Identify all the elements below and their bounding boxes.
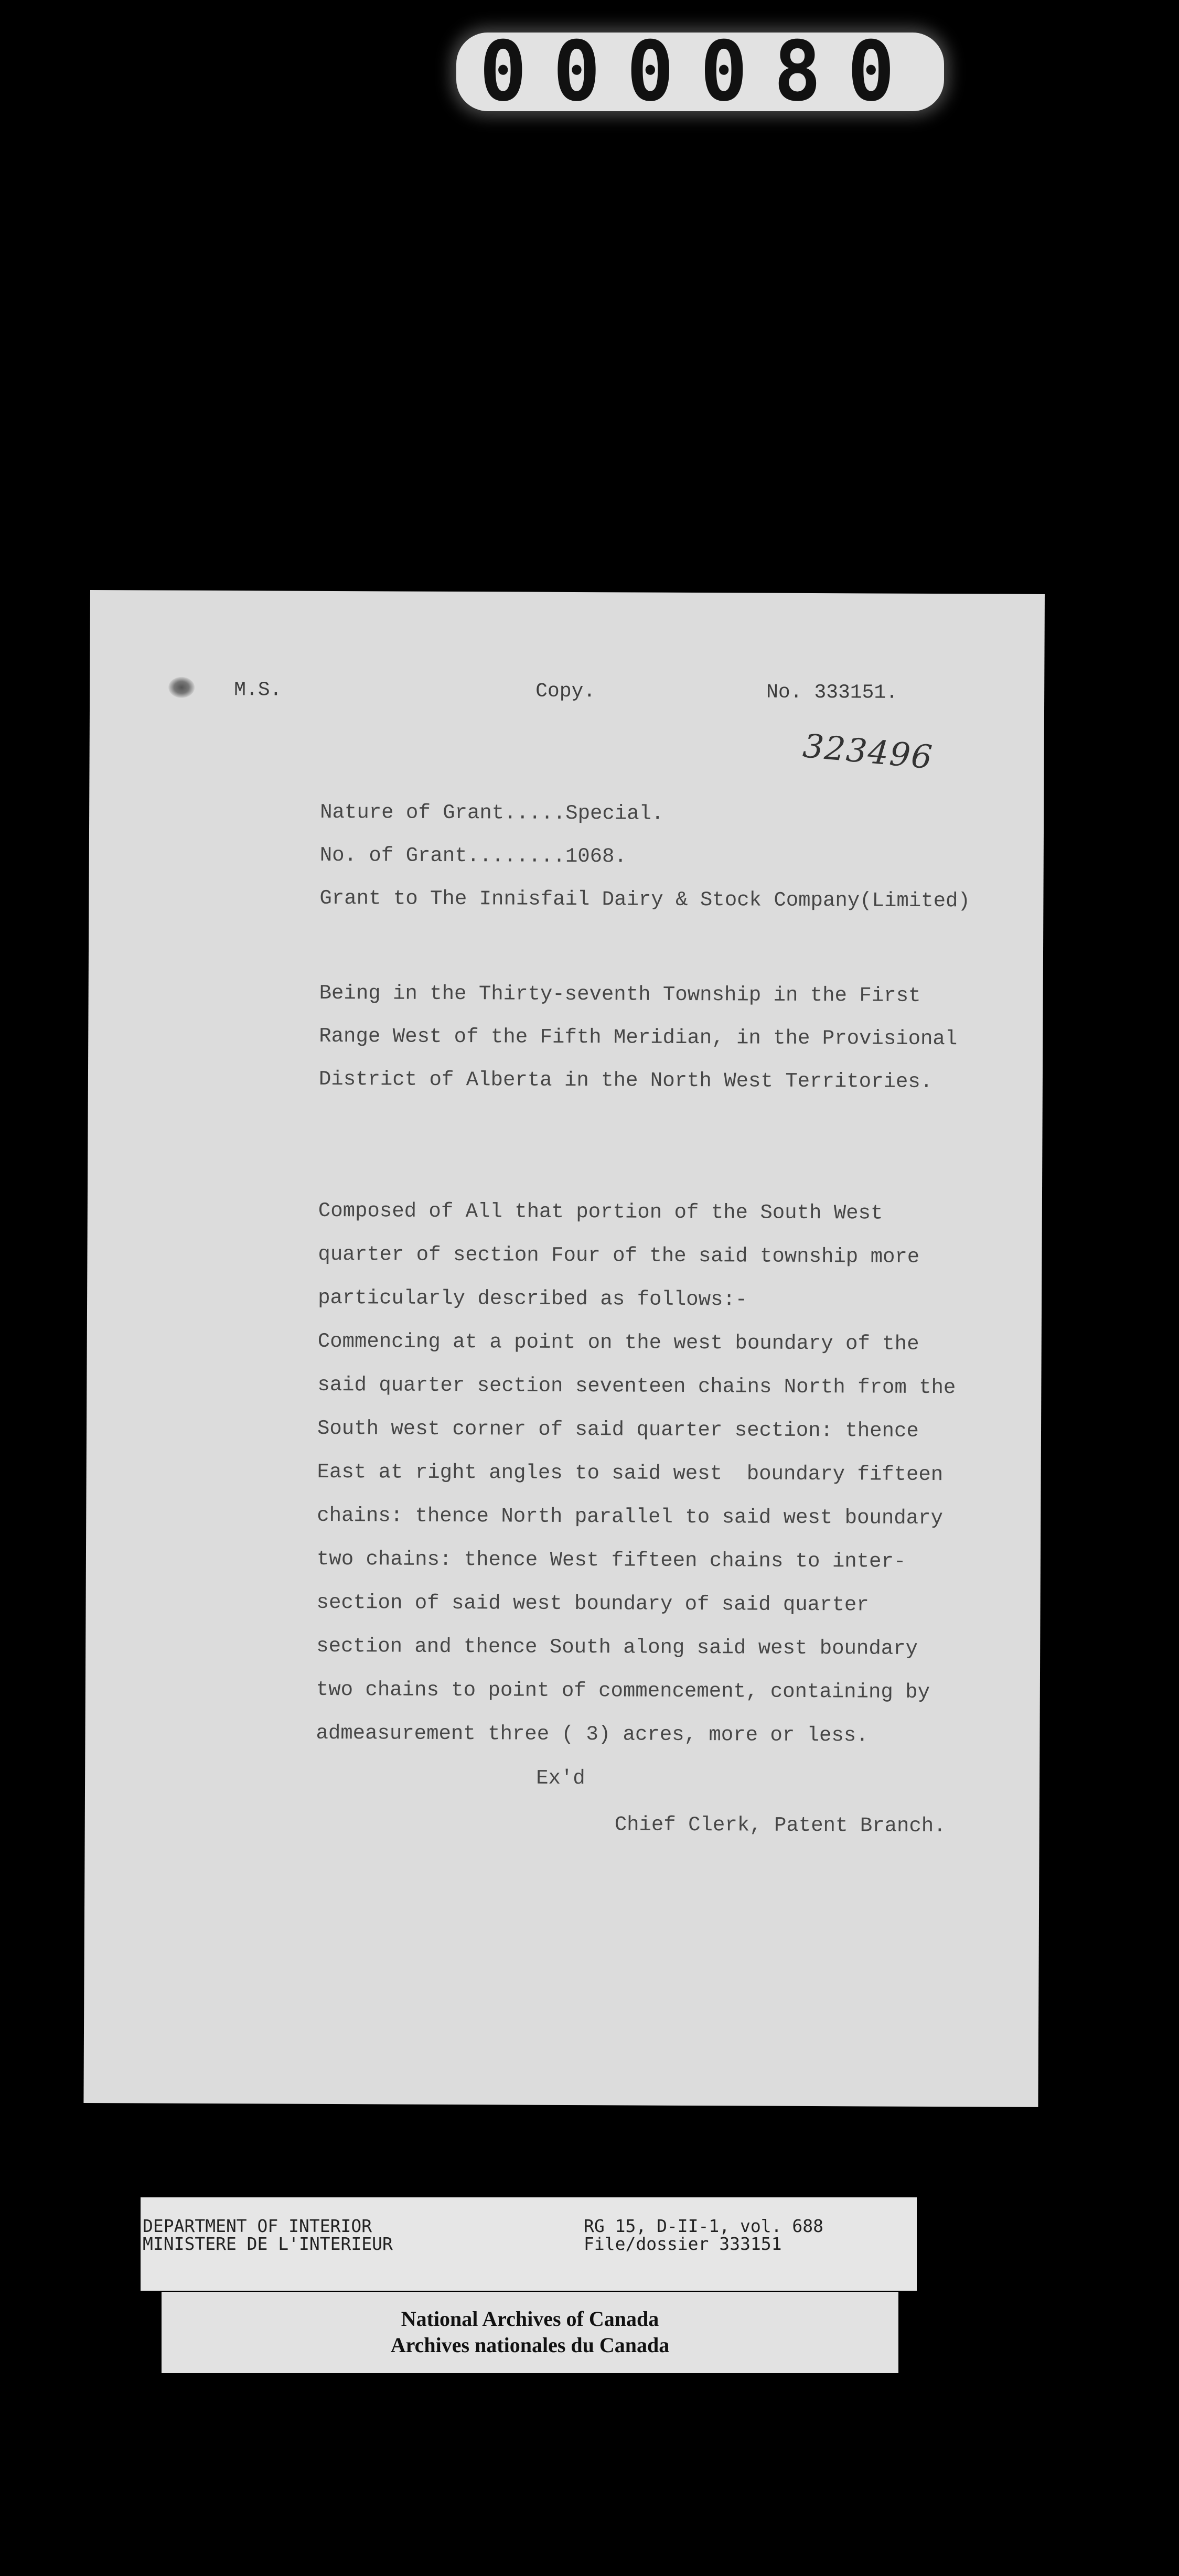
- examined-mark: Ex'd: [536, 1766, 585, 1790]
- frame-number: 000080: [479, 24, 921, 120]
- archive-reference: [584, 2217, 823, 2253]
- ink-mark: [168, 677, 195, 698]
- frame-number-strip: [456, 24, 944, 120]
- department-name: [143, 2217, 393, 2253]
- location-line: Range West of the Fifth Meridian, in the Provisional: [319, 1024, 958, 1051]
- signature-line: Chief Clerk, Patent Branch.: [614, 1813, 946, 1838]
- handwritten-number: 323496: [801, 726, 935, 777]
- header-copy: Copy.: [535, 680, 596, 703]
- grant-nature: Nature of Grant.....Special.: [320, 800, 664, 825]
- description-line: section and thence South along said west boundary: [316, 1634, 918, 1660]
- description-line: East at right angles to said west boundary fifteen: [317, 1460, 944, 1487]
- location-line: Being in the Thirty-seventh Township in the First: [319, 981, 921, 1007]
- description-line: South west corner of said quarter section: thence: [317, 1416, 919, 1443]
- description-line: said quarter section seventeen chains North from the: [317, 1373, 956, 1400]
- record-group-ref: RG 15, D-II-1, vol. 688: [584, 2216, 823, 2236]
- archives-name-en: National Archives of Canada: [401, 2307, 659, 2331]
- file-dossier-ref: File/dossier 333151: [584, 2234, 782, 2254]
- description-line: chains: thence North parallel to said west boundary: [317, 1504, 943, 1530]
- document-page: [83, 590, 1045, 2107]
- department-label: [141, 2197, 917, 2291]
- description-line: admeasurement three ( 3) acres, more or less.: [316, 1721, 869, 1747]
- description-line: Composed of All that portion of the South West: [318, 1199, 883, 1225]
- description-line: two chains: thence West fifteen chains to inter-: [316, 1547, 906, 1573]
- header-file-number: No. 333151.: [766, 681, 898, 704]
- description-line: two chains to point of commencement, containing by: [316, 1678, 930, 1704]
- department-name-en: DEPARTMENT OF INTERIOR: [143, 2216, 372, 2236]
- description-line: Commencing at a point on the west boundary of the: [317, 1329, 919, 1356]
- archives-label: [162, 2292, 898, 2373]
- description-line: particularly described as follows:-: [318, 1286, 748, 1312]
- department-name-fr: MINISTERE DE L'INTERIEUR: [143, 2234, 393, 2254]
- description-line: section of said west boundary of said quarter: [316, 1591, 869, 1617]
- grant-number: No. of Grant........1068.: [319, 843, 627, 868]
- grant-to: Grant to The Innisfail Dairy & Stock Company(Limited): [319, 886, 970, 913]
- location-line: District of Alberta in the North West Territories.: [318, 1067, 933, 1094]
- header-ms: M.S.: [234, 679, 282, 702]
- description-line: quarter of section Four of the said township more: [318, 1242, 920, 1269]
- archives-name-fr: Archives nationales du Canada: [390, 2333, 670, 2357]
